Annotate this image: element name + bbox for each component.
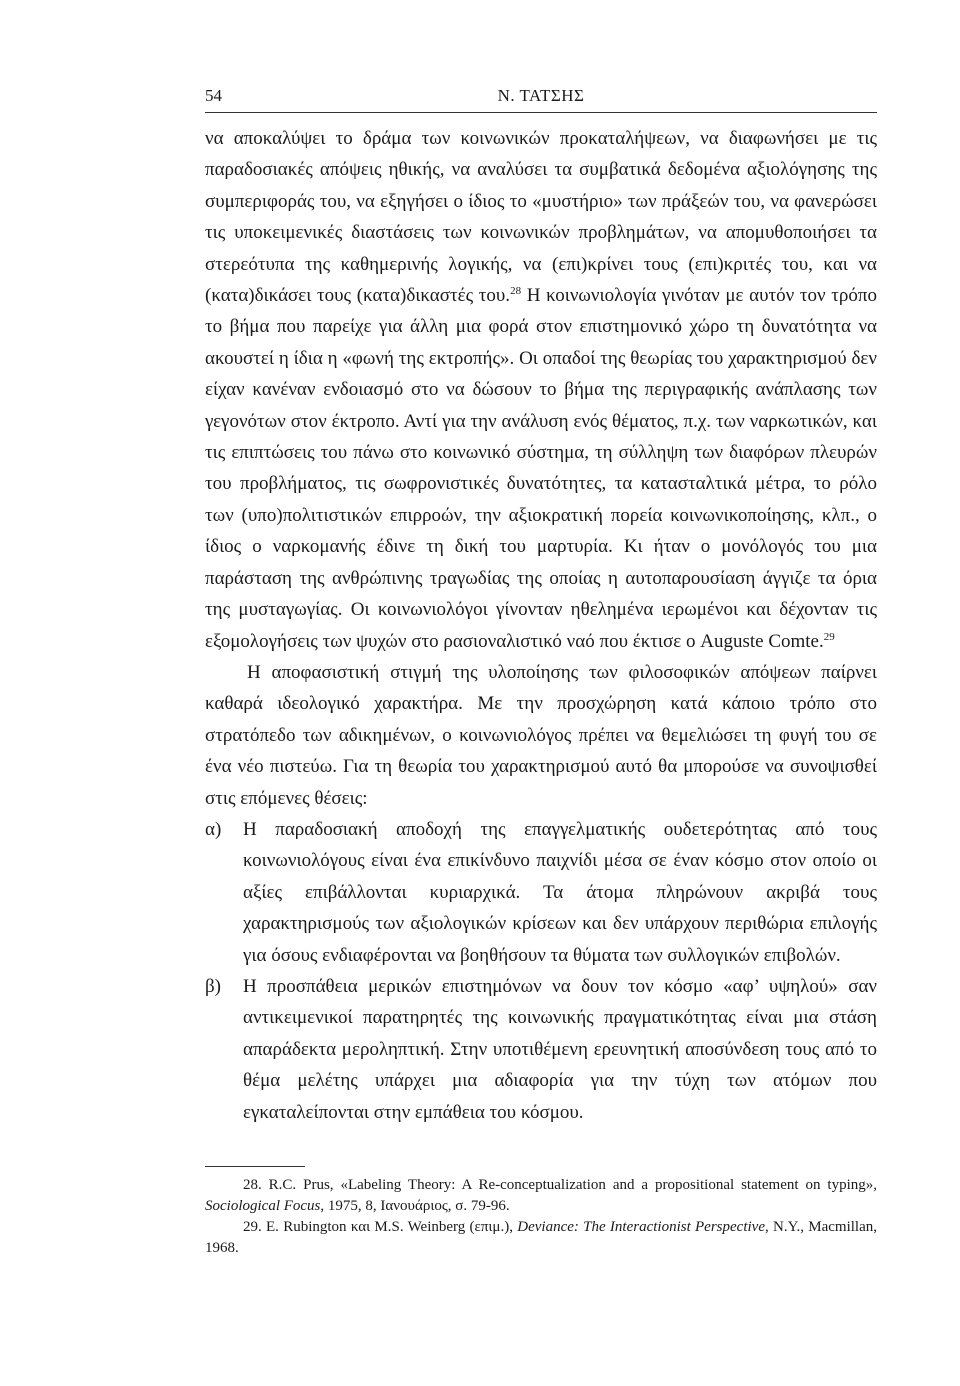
footnotes [205, 1175, 877, 1259]
footnote-28-text-a: R.C. Prus, «Labeling Theory: A Re-conceptualization and a propositional statement on typing», [261, 1177, 877, 1193]
footnote-29-text-a: E. Rubington και M.S. Weinberg (επιμ.), [261, 1219, 518, 1235]
footnote-28-number: 28. [243, 1177, 262, 1193]
paragraph-1 [205, 123, 877, 657]
page-number: 54 [205, 86, 222, 105]
list-item-b [205, 971, 877, 1128]
footnote-ref-29: 29 [823, 630, 835, 643]
footnote-29 [205, 1217, 877, 1259]
page-header [205, 82, 877, 113]
paragraph-1-part-a: να αποκαλύψει το δράμα των κοινωνικών προκαταλήψεων, να διαφωνήσει με τις παραδοσιακές απόψεις ηθικής, να αναλύσει τα συμβατικά δεδομένα αξιολόγησης της συμπεριφοράς του, να εξηγήσει ο ίδιος το «μυστήριο» των πράξεών του, να φανερώσει τις υποκειμενικές διαστάσεις των κοινωνικών προβλημάτων, να απομυθοποιήσει τα στερεότυπα της καθημερινής λογικής, να (επι)κρίνει τους (επι)κριτές του, και να (κατα)δικάσει τους (κατα)δικαστές του. [205, 128, 877, 307]
footnote-ref-28: 28 [510, 285, 522, 298]
footnote-29-number: 29. [243, 1219, 262, 1235]
footnote-divider [205, 1166, 305, 1167]
paragraph-2: Η αποφασιστική στιγμή της υλοποίησης των φιλοσοφικών απόψεων παίρνει καθαρά ιδεολογικό χαρακτήρα. Με την προσχώρηση κατά κάποιο τρόπο στο στρατόπεδο των αδικημένων, ο κοινωνιολόγος πρέπει να θεμελιώσει τη φυγή του σε ένα νέο πιστεύω. Για τη θεωρία του χαρακτηρισμού αυτό θα μπορούσε να συνοψισθεί στις επόμενες θέσεις: [205, 661, 877, 809]
footnote-28-journal: Sociological Focus [205, 1198, 321, 1214]
footnote-28-text-b: , 1975, 8, Ιανουάριος, σ. 79-96. [320, 1198, 510, 1214]
running-head: Ν. ΤΑΤΣΗΣ [497, 86, 585, 105]
paragraph-1-part-b: Η κοινωνιολογία γινόταν με αυτόν τον τρόπο το βήμα που παρείχε για άλλη μια φορά στον επιστημονικό χώρο τη δυνατότητα να ακουστεί η ίδια η «φωνή της εκτροπής». Οι οπαδοί της θεωρίας του χαρακτηρισμού δεν είχαν κανέναν ενδοιασμό στο να δώσουν το βήμα της περιγραφικής ανάπλασης των γεγονότων στον έκτροπο. Αντί για την ανάλυση ενός θέματος, π.χ. των ναρκωτικών, και τις επιπτώσεις του πάνω στο κοινωνικό σύστημα, τη σύλληψη των διαφόρων πλευρών του προβλήματος, τις σωφρονιστικές δυνατότητες, τα κατασταλτικά μέτρα, το ρόλο των (υπο)πολιτιστικών επιρροών, την αξιοκρατική πορεία κοινωνικοποίησης, κλπ., ο ίδιος ο ναρκομανής έδινε τη δική του μαρτυρία. Κι ήταν ο μονόλογός του μια παράσταση της ανθρώπινης τραγωδίας της οποίας η αυτοπαρουσίαση άγγιζε τα όρια της μυσταγωγίας. Οι κοινωνιολόγοι γίνονταν ηθελημένα ιερωμένοι και δέχονταν τις εξομολογήσεις των ψυχών στο ρασιοναλιστικό ναό που έκτισε ο Auguste Comte. [205, 285, 877, 652]
list-text-a: Η παραδοσιακή αποδοχή της επαγγελματικής ουδετερότητας από τους κοινωνιολόγους είναι ένα επικίνδυνο παιχνίδι μέσα σε έναν κόσμο στον οποίο οι αξίες επιβάλλονται κυριαρχικά. Τα άτομα πληρώνουν ακριβά τους χαρακτηρισμούς των αξιολογικών κρίσεων και δεν υπάρχουν περιθώρια επιλογής για όσους ενδιαφέρονται να βοηθήσουν τα θύματα των συλλογικών επιβολών. [243, 818, 877, 966]
list-text-b: Η προσπάθεια μερικών επιστημόνων να δουν τον κόσμο «αφ’ υψηλού» σαν αντικειμενικοί παρατηρητές της κοινωνικής πραγματικότητας είναι μια στάση απαράδεκτα μεροληπτική. Στην υποτιθέμενη ερευνητική αποσύνδεση τους από το θέμα μελέτης υπάρχει μια αδιαφορία για την τύχη των ατόμων που εγκαταλείπονται στην εμπάθεια του κόσμου. [243, 975, 877, 1123]
footnote-29-book: Deviance: The Interactionist Perspective [517, 1219, 765, 1235]
page [205, 82, 877, 1259]
body-text [205, 123, 877, 1128]
list-marker-b: β) [205, 975, 221, 997]
list-marker-a: α) [205, 818, 222, 840]
list-item-a [205, 814, 877, 971]
footnote-28 [205, 1175, 877, 1217]
footnote-29-text-b: , N.Y., Macmillan, 1968. [205, 1219, 877, 1256]
